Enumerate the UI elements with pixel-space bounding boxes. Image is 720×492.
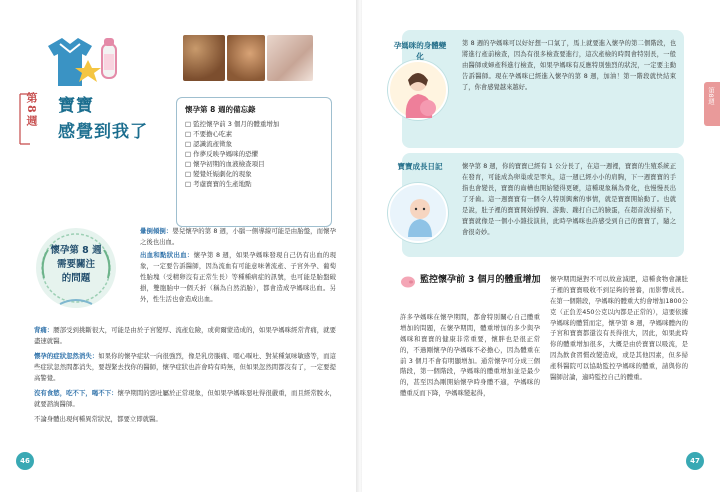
paragraph-closing [34,414,336,425]
checklist-heading: 懷孕第 8 週的備忘錄 [185,105,256,114]
paragraph-lead: 出血和點狀出血： [140,251,194,259]
card-label: 寶寶成長日記 [397,162,443,171]
paragraph-symptoms-vanish [34,351,336,384]
week-tag [20,92,48,144]
paragraph-lead: 背痛： [34,326,54,334]
left-page [0,0,358,492]
paragraph-text: 如果你的懷孕症狀一向很強烈，像是乳房脹痛、噁心嘔吐、對某種氣味敏感等，而這些症狀忽然間都消失，要趕緊去找你的醫師，懷孕症狀也許會時有時無，但如果忽然間都沒有了，一定要提高警覺。 [34,352,337,382]
card-label: 孕媽咪的身體變化 [393,41,447,61]
checklist-item: □ 懷孕初期的血液檢查項目 [185,159,323,169]
memo-checklist [176,97,332,227]
baby-diary-card [397,153,684,257]
chapter-side-tab [704,82,720,126]
food-photo-bread [227,35,265,81]
baby-clothes-illustration [38,30,126,92]
paragraph-text: 嬰兒懷孕的第 8 週，小腦一側導線可能是由胎盤，而懷孕之後也出血。 [140,227,336,246]
paragraph-text: 腰部受到挑斷很大，可能是由於子宮變厚、流產危險，或荷爾蒙造成的，如果孕媽咪經常背痛，就要盡速就醫。 [34,326,337,345]
paragraph-fainting [140,226,336,248]
checklist-item: □ 不要擔心吃素 [185,129,323,139]
attention-badge [30,222,122,314]
title-line-1: 寶寶 [58,96,94,116]
right-page [362,0,720,492]
baby-icon [390,185,450,245]
paragraph-lead: 懷孕的症狀忽然消失： [34,352,99,360]
baby-illustration [388,183,448,243]
paragraph-text: 懷孕期間的惡吐屬於正常現象，但如果孕媽咪惡吐得很嚴重，而且經常脫水，就要諮詢醫師。 [34,389,337,408]
checklist-item: □ 變覺妊娠劇化的現象 [185,169,323,179]
piggy-icon [400,274,416,288]
title-line-2: 感覺到我了 [58,121,148,142]
paragraph-text: 懷孕第 8 週，如果孕媽咪發現自己仍有出血的現象，一定要告訴醫師，因為流血有可能意味著流產、子宮外孕、葡萄性胎塊（受精卵沒有正常生長）等種種病症的訊號，也可能是胎盤破損，雙胞胎中一個夭折（稱為自然消胎），都會造成孕媽咪出血。另外，性生活也會造成出血。 [140,251,336,303]
week-tag-label: 第8週 [25,92,38,128]
badge-line-2: 需要關注 [56,258,95,270]
paragraph-text: 不論身體出現何種異常狀況，都要立即就醫。 [34,415,162,423]
side-tab-label: 第8週 [707,87,715,105]
food-photo-nuts [183,35,225,81]
paragraph-lead: 沒有食慾，吃不下，喝不下： [34,389,118,397]
badge-text [30,244,122,285]
weight-column-2 [550,274,688,383]
weight-column-1 [400,312,540,399]
checklist-item: □ 考慮寶寶的生產地點 [185,179,323,189]
card-text: 第 8 週的孕媽咪可以好好想一口氣了，馬上就要進入懷孕的第二個階段，也將進行產前檢查，因為有很多檢查要進行，這次產檢的時間會特別長，一般由醫師或婦產科進行檢查，如果孕媽咪有反應特別強烈的狀況，一定要主動告訴醫師。現在孕媽咪已經進入懷孕的第 8 週，加油！第一階段就快結束了，你會感覺越來越好。 [462,40,676,92]
paragraph-backache [34,325,336,347]
paragraph-bleeding [140,250,336,304]
column-text: 許多孕媽咪在懷孕期間，都會特別關心自己體重增加的問題，在懷孕期間，體重增加的多少與孕媽咪和寶寶的健康非常重要，懷胖也是很正常的，不過剛懷孕的孕媽咪不必擔心，因為體重在前 3 個月不會有明顯增加。通常懷孕可分成三個階段，第一個階段，孕媽咪的體重增加並是最少的，甚至因為剛開始懷孕時身體不適，孕媽咪的體重反而下降，孕媽咪變起得， [400,313,540,398]
page-number: 46 [16,452,34,470]
checklist-item: □ 認識流產徵象 [185,139,323,149]
badge-line-1: 懷孕第 8 週 [50,245,102,256]
section-heading: 監控懷孕前 3 個月的體重增加 [420,275,541,285]
checklist-item: □ 監控懷孕前 3 個月的體重增加 [185,119,323,129]
paragraph-no-appetite [34,388,336,410]
mother-body-card [393,30,684,148]
paragraph-lead: 暈倒傾倒： [140,227,173,235]
mother-illustration [388,60,448,120]
card-text: 懷孕第 8 週，你的寶寶已經有 1 公分長了，在這一週裡，寶寶的生殖系統正在發育，可能成為卵巢或是睪丸，這一週已經小小的肩胸，下一週寶寶的手指也會變長，寶寶的齒槽也開始變得更硬，這種現象稱為骨化，也慢慢長出了牙齒。這一週寶寶有一個令人特別興奮的事情，就是寶寶開始動了。也就是說，肚子裡的寶寶開始撐胸、游動、蹦打自己的臉蛋，在超音波掃描下，寶寶就像是一個小小雜技演員，此時孕媽咪也許感受到自己的寶寶了，隨之會很奇妙。 [462,163,676,237]
column-text: 懷孕期間絕對不可以故意減肥，這種食物會讓肚子裡的寶寶吸收不到足夠的營養，而影響成長。在第一個階段，孕媽咪的體重大約會增加1800公克（正負差450公克以內都是正常的），這要依據孕媽咪的體質而定，懷孕第 8 週，孕媽咪體內的子宮和寶寶都還沒有長得很大，因此，如果此時你的體重增加很多，大概是由於寶寶以吸流，是因為飲食習慣改變造成，或是其他因素，但多掃產科醫院可以協助監控孕媽咪的體重，請與你的醫師討論，適時監控自己的體重。 [550,275,688,382]
badge-line-3: 的問題 [61,272,91,284]
checklist-item: □ 作夢反映孕媽咪的恐懼 [185,149,323,159]
page-title [58,94,148,145]
page-number: 47 [686,452,704,470]
pregnant-woman-icon [390,62,450,122]
injection-photo [267,35,313,81]
